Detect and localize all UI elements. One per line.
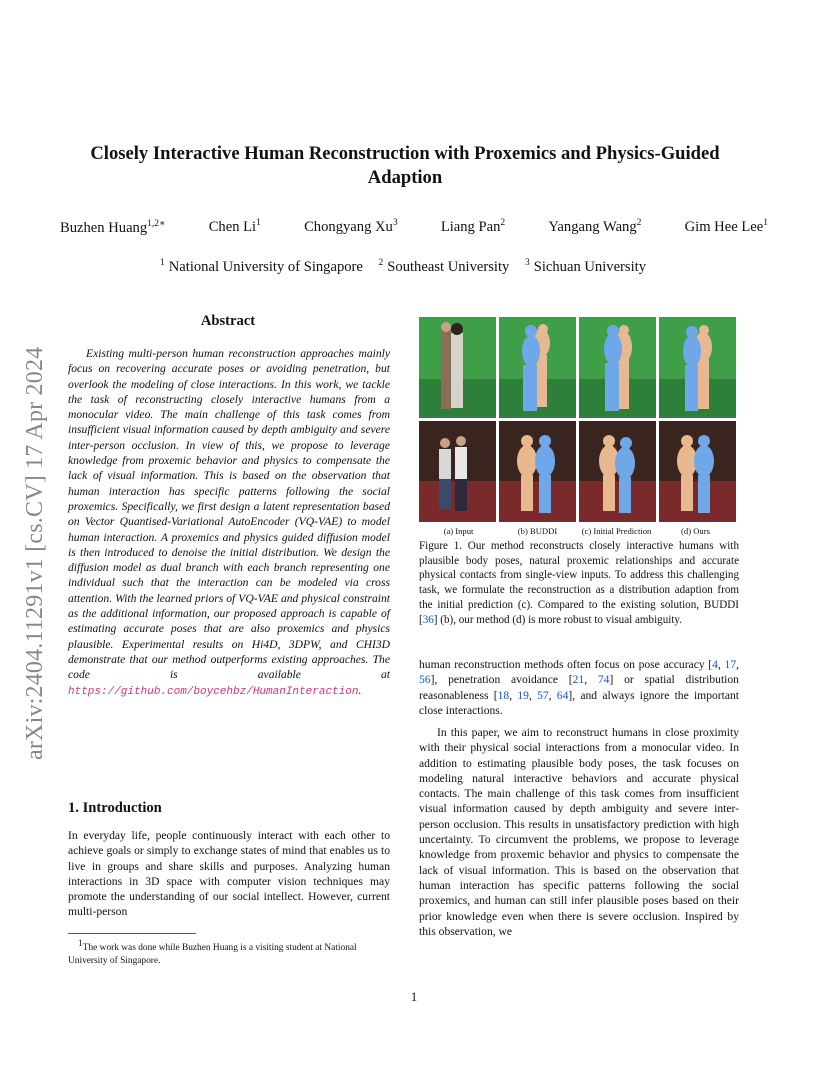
figure-image-input-2 [419, 421, 496, 522]
subcaption: (a) Input [443, 526, 474, 536]
citation-link[interactable]: 21 [572, 673, 585, 687]
figure-image-buddi-1 [499, 317, 576, 418]
author: Chen Li$^1$ [208, 218, 261, 235]
figure-image-ours-2 [659, 421, 736, 522]
section-heading: 1. Introduction [68, 800, 162, 816]
citation-link[interactable]: 56 [419, 673, 431, 687]
citation-link[interactable]: 18 [497, 688, 510, 702]
figure-image-initial-2 [579, 421, 656, 522]
footnote-rule [68, 933, 196, 934]
citation-link[interactable]: 19 [517, 688, 529, 702]
citation-link[interactable]: 36 [422, 613, 434, 626]
author: Yangang Wang$^2$ [548, 218, 642, 235]
abstract-body: Existing multi-person human reconstruction approaches mainly focus on recovering accurate poses or avoiding penetration, but overlook the modeling of close interactions. In this work, we tackle the task of reconstructing closely interactive humans from a monocular video. The main challenge of this task comes from insufficient visual information caused by depth ambiguity and severe inter-person occlusion. In view of this, we propose to leverage knowledge from proxemic behavior and physics to compensate the lack of visual information. This is based on the observation that human interaction has specific patterns following the social proxemics. Specifically, we first design a latent representation based on Vector Quantised-Variational AutoEncoder (VQ-VAE) to model human interaction. A proxemics and physics guided diffusion model is then introduced to denoise the initial distribution. We design the diffusion model as dual branch with each branch representing one individual such that the interaction can be modeled via cross attention. With the learned priors of VQ-VAE and physical constraint as the additional information, our proposed approach is capable of estimating accurate poses that are also proxemics and physics plausible. Experimental results on Hi4D, 3DPW, and CHI3D demonstrate that our method outperforms existing approaches. The code is available at https://github.com/boycehbz/HumanInteraction. [68, 347, 390, 698]
affiliation: $^1$ National University of Singapore [160, 258, 363, 275]
citation-link[interactable]: 4 [712, 658, 718, 671]
author: Chongyang Xu$^3$ [304, 218, 398, 235]
citation-link[interactable]: 74 [597, 673, 610, 687]
figure-subcaptions [419, 526, 735, 536]
right-paragraph-1: human reconstruction methods often focus on pose accuracy [4, 17, 56], penetration avoidance [21, 74] or spatial distribution reasonableness [18, 19, 57, 64], and always ignore the important close interactions. [419, 658, 740, 717]
affiliation: $^2$ Southeast University [378, 258, 510, 275]
affiliation: $^3$ Sichuan University [524, 258, 646, 275]
page-number: 1 [410, 990, 418, 1004]
citation-link[interactable]: 17 [724, 658, 737, 671]
arxiv-watermark: arXiv:2404.11291v1 [cs.CV] 17 Apr 2024 [22, 346, 48, 760]
figure-image-initial-1 [579, 317, 656, 418]
author: Liang Pan$^2$ [440, 218, 506, 235]
figure-image-input-1 [419, 317, 496, 418]
abstract-heading: Abstract [200, 313, 256, 329]
figure-image-ours-1 [659, 317, 736, 418]
subcaption: (d) Ours [681, 526, 710, 536]
author-list [60, 218, 768, 237]
intro-paragraph: In everyday life, people continuously interact with each other to achieve goals or simply to exchange states of mind that enables us to live in groups and share skills and purposes. Analyzing human interactions in 3D space with computer vision techniques may promote the understanding of our social intellect. However, current multi-person [68, 829, 390, 919]
affiliation-list [60, 258, 750, 276]
code-link[interactable]: https://github.com/boycehbz/HumanInteraction [68, 685, 359, 698]
author: Gim Hee Lee$^1$ [684, 218, 768, 235]
subcaption: (b) BUDDI [517, 526, 558, 536]
citation-link[interactable]: 57 [537, 688, 549, 702]
footnote: $^1$The work was done while Buzhen Huang is a visiting student at National University of Singapore. [68, 939, 357, 966]
paper-title: Closely Interactive Human Reconstruction with Proxemics and Physics-Guided Adaption [90, 143, 720, 188]
figure-caption: Figure 1. Our method reconstructs closely interactive humans with plausible body poses, natural proxemic relationships and accurate physical contacts from single-view inputs. To address this challenging task, we formulate the reconstruction as a distribution adaption from the initial prediction (c). Compared to the existing solution, BUDDI [36] (b), our method (d) is more robust to visual ambiguity. [419, 540, 739, 626]
author: Buzhen Huang$^{1,2∗}$ [60, 219, 166, 236]
right-paragraph-2: In this paper, we aim to reconstruct humans in close proximity with their physical social interactions from a monocular video. In addition to estimating plausible body poses, the task focuses on modeling natural interactive behaviors and accurate physical contacts. The main challenge of this task comes from insufficient visual information caused by depth ambiguity and severe inter-person occlusion. This results in unsatisfactory prediction with high uncertainty. To circumvent the problems, we propose to leverage knowledge from proxemic behavior and physics to compensate the lack of visual information. This is based on the observation that human interaction has specific patterns following the social proxemics, and human can still infer plausible poses based on their prior knowledge even when there is severe occlusion. Inspired by this observation, we [419, 726, 739, 938]
citation-link[interactable]: 64 [556, 688, 569, 702]
figure-image-buddi-2 [499, 421, 576, 522]
figure-1 [419, 317, 735, 523]
subcaption: (c) Initial Prediction [581, 526, 652, 536]
